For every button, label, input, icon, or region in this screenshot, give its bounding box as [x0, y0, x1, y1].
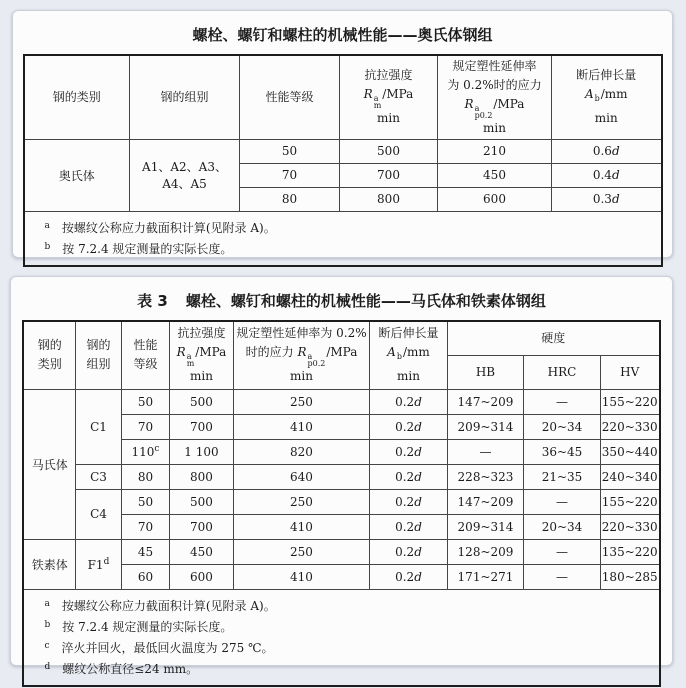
footnote-marker: a — [44, 220, 50, 231]
table-cell: 50 — [121, 389, 169, 414]
table-cell: 0.2d — [369, 539, 447, 564]
table-cell: 240~340 — [600, 464, 659, 489]
footnote-marker: d — [44, 661, 51, 672]
martensitic-ferritic-table — [22, 320, 660, 687]
proof-formula: R a p0.2 /MPa — [464, 96, 525, 120]
footnote — [44, 616, 646, 637]
table2-title: 表 3 螺栓、螺钉和螺柱的机械性能——马氏体和铁素体钢组 — [137, 292, 546, 310]
table-cell: 209~314 — [447, 414, 523, 439]
table-row — [23, 464, 659, 489]
proof-formula: R a p0.2 /MPa — [297, 345, 358, 369]
table1-title: 螺栓、螺钉和螺柱的机械性能——奥氏体钢组 — [192, 26, 493, 44]
table-cell: 1 100 — [169, 439, 233, 464]
table-cell: 250 — [233, 389, 369, 414]
table-cell: — — [523, 564, 600, 589]
table-cell: 410 — [233, 564, 369, 589]
header-property-class: 性能 等级 — [121, 321, 169, 389]
elongation-formula: A b /mm — [584, 87, 628, 104]
footnote-marker: a — [44, 598, 50, 609]
table-cell: 0.2d — [369, 464, 447, 489]
footnote — [45, 217, 649, 238]
table-cell: — — [523, 539, 600, 564]
table2-body — [23, 389, 659, 589]
table-row — [23, 539, 659, 564]
table-cell: 700 — [340, 163, 438, 187]
steel-class-cell: 奥氏体 — [24, 139, 130, 211]
steel-class-cell: 铁素体 — [23, 539, 75, 589]
steel-group-cell: C4 — [75, 489, 121, 539]
table-cell: 250 — [233, 489, 369, 514]
table-cell: 135~220 — [600, 539, 659, 564]
table-cell: 210 — [438, 139, 552, 163]
header-hardness: 硬度 — [447, 321, 659, 355]
table-cell: — — [523, 489, 600, 514]
table-cell: 0.6d — [552, 139, 662, 163]
table-row — [23, 489, 659, 514]
table-cell: 20~34 — [523, 414, 600, 439]
table-cell: 155~220 — [600, 389, 659, 414]
table-cell: 500 — [169, 389, 233, 414]
header-steel-group: 钢的组别 — [130, 55, 240, 139]
footnote-row — [24, 211, 662, 266]
table-cell: 450 — [438, 163, 552, 187]
table-cell: 0.2d — [369, 439, 447, 464]
table-header-row — [24, 55, 662, 139]
footnote — [44, 637, 646, 658]
footnote-marker: b — [44, 241, 51, 252]
footnote-text: 按 7.2.4 规定测量的实际长度。 — [62, 619, 233, 634]
header-steel-group: 钢的 组别 — [75, 321, 121, 389]
header-proof-stress: 规定塑性延伸率 为 0.2%时的应力 R a p0.2 /MPa min — [438, 55, 552, 139]
footnote-text: 按螺纹公称应力截面积计算(见附录 A)。 — [61, 598, 276, 613]
table-cell: 0.2d — [369, 414, 447, 439]
footnote-text: 按 7.2.4 规定测量的实际长度。 — [62, 241, 233, 256]
table-cell: — — [447, 439, 523, 464]
elongation-formula: A b /mm — [387, 345, 430, 362]
table-cell: 0.2d — [369, 514, 447, 539]
table-cell: 70 — [240, 163, 340, 187]
table-cell: 800 — [169, 464, 233, 489]
footnote-marker: c — [44, 640, 50, 651]
steel-class-cell: 马氏体 — [23, 389, 75, 539]
steel-group-cell: C3 — [75, 464, 121, 489]
table-cell: 155~220 — [600, 489, 659, 514]
table-cell: 70 — [121, 414, 169, 439]
table-cell: 0.3d — [552, 187, 662, 211]
steel-group-cell: F1$^d$ — [75, 539, 121, 589]
table-cell: 80 — [121, 464, 169, 489]
footnote-text: 淬火并回火，最低回火温度为 275 ℃。 — [61, 640, 274, 655]
table-cell: 640 — [233, 464, 369, 489]
table-cell: 450 — [169, 539, 233, 564]
table-cell: 250 — [233, 539, 369, 564]
steel-group-cell: C1 — [75, 389, 121, 464]
table2-footnotes — [23, 589, 659, 686]
table-cell: 350~440 — [600, 439, 659, 464]
table-cell: 700 — [169, 514, 233, 539]
tensile-formula: R a m /MPa — [176, 345, 227, 369]
header-proof-stress: 规定塑性延伸率为 0.2% 时的应力 R a p0.2 /MPa min — [233, 321, 369, 389]
table-cell: 50 — [121, 489, 169, 514]
table-cell: 220~330 — [600, 514, 659, 539]
table-cell: 220~330 — [600, 414, 659, 439]
table-cell: — — [523, 389, 600, 414]
table1-body — [24, 139, 662, 211]
footnote-marker: b — [44, 619, 51, 630]
header-elongation: 断后伸长量 A b /mm min — [552, 55, 662, 139]
footnote-row — [23, 589, 659, 686]
table-row — [23, 389, 659, 414]
header-hv: HV — [600, 355, 659, 389]
tensile-formula: R a m /MPa — [363, 87, 414, 111]
table-cell: 180~285 — [600, 564, 659, 589]
table-cell: 45 — [121, 539, 169, 564]
header-tensile-strength: 抗拉强度 R a m /MPa min — [169, 321, 233, 389]
header-property-class: 性能等级 — [240, 55, 340, 139]
header-hrc: HRC — [523, 355, 600, 389]
table-cell: 209~314 — [447, 514, 523, 539]
table1-footnotes — [24, 211, 662, 266]
table-cell: 500 — [169, 489, 233, 514]
table-cell: 110$^c$ — [121, 439, 169, 464]
footnote-text: 按螺纹公称应力截面积计算(见附录 A)。 — [61, 220, 276, 235]
table-cell: 20~34 — [523, 514, 600, 539]
table-cell: 820 — [233, 439, 369, 464]
table-cell: 50 — [240, 139, 340, 163]
table-cell: 410 — [233, 414, 369, 439]
footnote-text: 螺纹公称直径≤24 mm。 — [62, 661, 199, 676]
table2-caption: 表 3 — [137, 292, 168, 310]
header-elongation: 断后伸长量 A b /mm min — [369, 321, 447, 389]
table-cell: 0.2d — [369, 564, 447, 589]
table-cell: 60 — [121, 564, 169, 589]
footnote — [44, 595, 646, 616]
table-row — [24, 139, 662, 163]
table-cell: 700 — [169, 414, 233, 439]
table-cell: 500 — [340, 139, 438, 163]
header-steel-class: 钢的类别 — [24, 55, 130, 139]
table-cell: 228~323 — [447, 464, 523, 489]
table-cell: 0.2d — [369, 389, 447, 414]
table-cell: 147~209 — [447, 489, 523, 514]
martensitic-ferritic-table-card — [10, 276, 673, 676]
table-cell: 147~209 — [447, 389, 523, 414]
header-hb: HB — [447, 355, 523, 389]
table-cell: 171~271 — [447, 564, 523, 589]
table-cell: 0.2d — [369, 489, 447, 514]
table-cell: 600 — [438, 187, 552, 211]
header-tensile-strength: 抗拉强度 R a m /MPa min — [340, 55, 438, 139]
austenitic-table-card — [12, 10, 673, 258]
austenitic-table — [23, 54, 663, 267]
steel-group-cell: A1、A2、A3、 A4、A5 — [130, 139, 240, 211]
table-cell: 36~45 — [523, 439, 600, 464]
header-steel-class: 钢的 类别 — [23, 321, 75, 389]
table-cell: 600 — [169, 564, 233, 589]
table-cell: 21~35 — [523, 464, 600, 489]
table-cell: 800 — [340, 187, 438, 211]
table-cell: 0.4d — [552, 163, 662, 187]
footnote — [45, 238, 649, 259]
table-cell: 70 — [121, 514, 169, 539]
table-cell: 80 — [240, 187, 340, 211]
footnote — [44, 658, 646, 679]
table-header-row — [23, 321, 659, 355]
table-cell: 410 — [233, 514, 369, 539]
table-cell: 128~209 — [447, 539, 523, 564]
